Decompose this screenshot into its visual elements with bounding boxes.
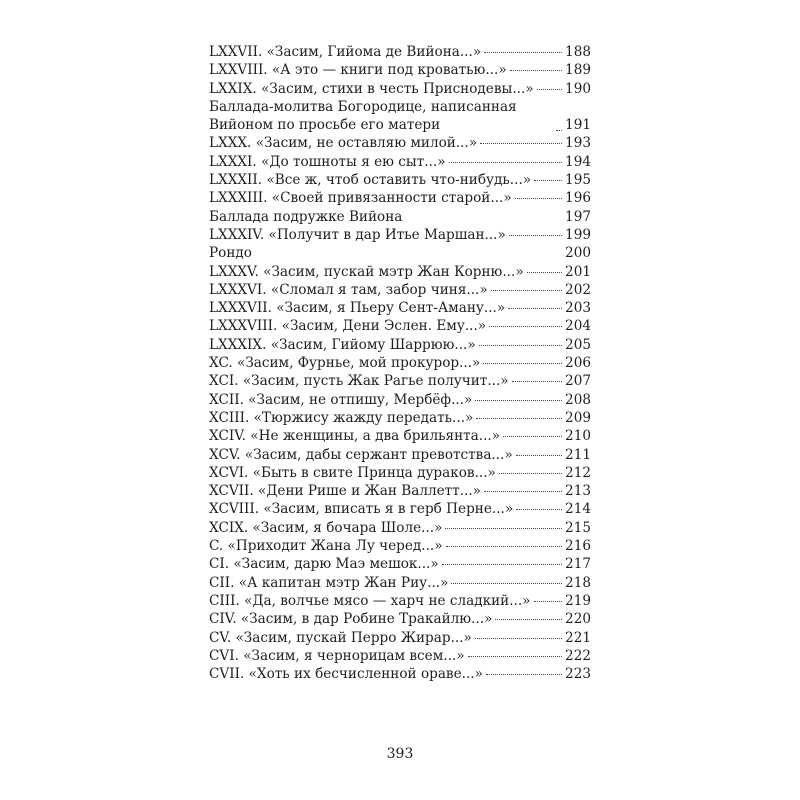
dot-leader (484, 52, 562, 53)
toc-entry-title: LXXXII. «Все ж, чтоб оставить что-нибудь...» (209, 172, 532, 189)
toc-entry-page: 218 (565, 574, 591, 591)
toc-entry-page: 203 (565, 300, 591, 317)
toc-entry (209, 409, 591, 427)
toc-entry (209, 537, 591, 555)
toc-entry-title: XCIII. «Тюржису жажду передать...» (209, 409, 474, 426)
dot-leader (512, 381, 562, 382)
dot-leader (489, 326, 562, 327)
toc-entry-page: 209 (565, 409, 591, 426)
toc-entry-title: XCV. «Засим, дабы сержант превотства...» (209, 446, 513, 463)
toc-entry (209, 446, 591, 464)
toc-entry (209, 391, 591, 409)
toc-entry-title: LXXXIX. «Засим, Гийому Шаррюю...» (209, 336, 476, 353)
toc-entry (209, 519, 591, 537)
toc-entry (209, 427, 591, 445)
toc-entry (209, 98, 591, 135)
dot-leader (486, 674, 562, 675)
toc-entry-page: 202 (565, 281, 591, 298)
toc-entry (209, 208, 591, 226)
toc-entry-title: CIV. «Засим, в дар Робине Тракайлю...» (209, 611, 493, 628)
dot-leader (499, 473, 562, 474)
toc-entry-page: 208 (565, 391, 591, 408)
dot-leader (446, 546, 562, 547)
toc-entry-page: 204 (565, 318, 591, 335)
toc-entry-title: CII. «А капитан мэтр Жан Риу...» (209, 574, 449, 591)
toc-entry-title: XCIV. «Не женщины, а два брильянта...» (209, 428, 501, 445)
toc-entry-page: 222 (565, 647, 591, 664)
toc-entry-page: 210 (565, 428, 591, 445)
toc-entry-page: 196 (565, 190, 591, 207)
toc-entry (209, 189, 591, 207)
toc-entry-title: C. «Приходит Жана Лу черед...» (209, 538, 443, 555)
toc-entry (209, 482, 591, 500)
toc-entry-title: LXXX. «Засим, не оставляю милой...» (209, 135, 478, 152)
toc-entry (209, 244, 591, 262)
dot-leader (468, 656, 562, 657)
toc-entry-title: LXXVIII. «А это — книги под кроватью...» (209, 62, 507, 79)
dot-leader (510, 70, 562, 71)
toc-entry-page: 205 (565, 336, 591, 353)
toc-entry (209, 43, 591, 61)
dot-leader (537, 89, 562, 90)
toc-entry (209, 299, 591, 317)
toc-entry (209, 574, 591, 592)
toc-entry-page: 190 (565, 80, 591, 97)
toc-entry-title: LXXXIV. «Получит в дар Итье Маршан...» (209, 226, 506, 243)
toc-entry-title: LXXXI. «До тошноты я ею сыт...» (209, 153, 446, 170)
toc-entry-page: 223 (565, 666, 591, 683)
toc-entry-title: CV. «Засим, пускай Перро Жирар...» (209, 629, 472, 646)
toc-entry-title: XCII. «Засим, не отпишу, Мербёф...» (209, 391, 473, 408)
dot-leader (451, 583, 562, 584)
dot-leader (442, 564, 562, 565)
toc-entry-page: 212 (565, 464, 591, 481)
toc-entry-page: 221 (565, 629, 591, 646)
toc-entry-page: 193 (565, 135, 591, 152)
toc-entry-page: 211 (565, 446, 591, 463)
dot-leader (556, 130, 562, 131)
toc-entry-title: LXXXVI. «Сломал я там, забор чиня...» (209, 281, 488, 298)
dot-leader (491, 290, 562, 291)
toc-entry-page: 199 (565, 226, 591, 243)
toc-entry-title: LXXIX. «Засим, стихи в честь Приснодевы...» (209, 80, 534, 97)
toc-entry-page: 191 (565, 117, 591, 134)
toc-entry (209, 281, 591, 299)
dot-leader (495, 619, 562, 620)
toc-entry (209, 263, 591, 281)
toc-entry (209, 555, 591, 573)
toc-entry (209, 226, 591, 244)
toc-entry (209, 171, 591, 189)
toc-entry-page: 194 (565, 153, 591, 170)
toc-entry-page: 207 (565, 373, 591, 390)
dot-leader (449, 162, 563, 163)
dot-leader (515, 198, 562, 199)
toc-entry (209, 61, 591, 79)
toc-entry-title: LXXXIII. «Своей привязанности старой...» (209, 190, 512, 207)
dot-leader (516, 455, 562, 456)
toc-entry-title: Рондо (209, 245, 252, 262)
toc-entry-title: Баллада-молитва Богородице, написанная Вийоном по просьбе его матери (209, 98, 517, 134)
toc-entry-page: 201 (565, 263, 591, 280)
toc-entry-title: LXXXVIII. «Засим, Дени Эслен. Ему...» (209, 318, 487, 335)
toc-entry (209, 153, 591, 171)
toc-entry (209, 372, 591, 390)
dot-leader (534, 601, 563, 602)
toc-entry (209, 629, 591, 647)
toc-entry-page: 197 (565, 208, 591, 225)
toc-entry (209, 354, 591, 372)
dot-leader (480, 143, 562, 144)
dot-leader (527, 272, 562, 273)
toc-entry-title: XCVI. «Быть в свите Принца дураков...» (209, 464, 496, 481)
toc-entry (209, 665, 591, 683)
toc-entry (209, 500, 591, 518)
dot-leader (534, 180, 562, 181)
toc-entry-page: 214 (565, 501, 591, 518)
dot-leader (483, 363, 562, 364)
toc-entry-page: 215 (565, 519, 591, 536)
toc-entry-page: 195 (565, 172, 591, 189)
toc-entry-title: XCVIII. «Засим, вписать я в герб Перне...» (209, 501, 514, 518)
toc-entry-title: LXXXVII. «Засим, я Пьеру Сент-Аману...» (209, 300, 506, 317)
dot-leader (509, 235, 562, 236)
toc-entry (209, 317, 591, 335)
toc-entry-title: CVII. «Хоть их бесчисленной ораве...» (209, 666, 483, 683)
toc-entry (209, 610, 591, 628)
dot-leader (445, 528, 562, 529)
toc-entry-title: LXXVII. «Засим, Гийома де Вийона...» (209, 44, 482, 60)
toc-entry-page: 220 (565, 611, 591, 628)
dot-leader (475, 400, 562, 401)
toc-entry-title: LXXXV. «Засим, пускай мэтр Жан Корню...» (209, 263, 524, 280)
dot-leader (516, 509, 562, 510)
toc-entry-page: 189 (565, 62, 591, 79)
toc-entry (209, 134, 591, 152)
toc-entry (209, 592, 591, 610)
toc-entry-page: 219 (565, 592, 591, 609)
toc-entry-page: 200 (565, 245, 591, 262)
dot-leader (476, 418, 562, 419)
dot-leader (484, 491, 562, 492)
toc-entry (209, 336, 591, 354)
dot-leader (508, 308, 562, 309)
toc-entry-title: XC. «Засим, Фурнье, мой прокурор...» (209, 355, 481, 372)
toc-entry-page: 217 (565, 556, 591, 573)
toc-entry-title: XCI. «Засим, пусть Жак Рагье получит...» (209, 373, 509, 390)
toc-entry-page: 188 (565, 44, 591, 60)
toc-entry-page: 213 (565, 483, 591, 500)
toc-entry-title: XCIX. «Засим, я бочара Шоле...» (209, 519, 443, 536)
toc-entry (209, 80, 591, 98)
toc-entry-title: XCVII. «Дени Рише и Жан Валлетт...» (209, 483, 481, 500)
toc-entry (209, 464, 591, 482)
dot-leader (479, 345, 562, 346)
toc-entry (209, 647, 591, 665)
dot-leader (503, 436, 562, 437)
page-number: 393 (386, 746, 414, 762)
toc-entry-title: Баллада подружке Вийона (209, 208, 403, 225)
toc-entry-title: CI. «Засим, дарю Маэ мешок...» (209, 556, 439, 573)
toc-entry-title: CVI. «Засим, я чернорицам всем...» (209, 647, 465, 664)
toc-entry-page: 206 (565, 355, 591, 372)
table-of-contents (209, 43, 591, 683)
toc-entry-page: 216 (565, 538, 591, 555)
toc-entry-title: CIII. «Да, волчье мясо — харч не сладкий...» (209, 592, 531, 609)
dot-leader (475, 638, 562, 639)
